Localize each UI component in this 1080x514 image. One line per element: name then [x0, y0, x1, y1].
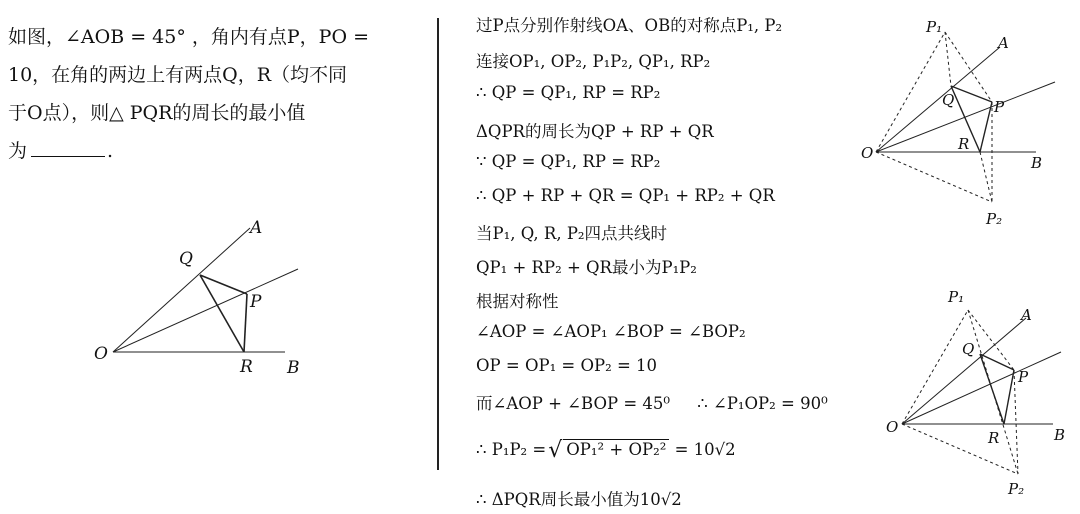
problem-line-4: [8, 132, 408, 170]
fig2-label-O: O: [886, 418, 899, 436]
segment-QP: [200, 275, 247, 294]
ray-OP: [113, 269, 298, 352]
fig2-label-P: P: [1018, 368, 1029, 386]
solution-line-12a: 而∠AOP + ∠BOP = 45⁰: [476, 394, 670, 413]
solution-line-12b: ∴ ∠P₁OP₂ = 90⁰: [697, 394, 828, 413]
fig2-label-P1: P₁: [948, 288, 965, 306]
fig1-label-P: P: [994, 98, 1005, 116]
solution-figure-2: [868, 282, 1078, 506]
label-Q: Q: [179, 249, 193, 269]
label-P: P: [250, 292, 262, 312]
label-B: B: [287, 358, 300, 378]
column-divider: [437, 18, 439, 470]
fig1-dash-RP2: [980, 152, 992, 202]
fig1-dash-OP1: [876, 32, 945, 152]
solution-line-10: ∠AOP = ∠AOP₁ ∠BOP = ∠BOP₂: [476, 322, 746, 341]
problem-line-4-suffix: .: [107, 140, 114, 162]
fig1-label-B: B: [1031, 154, 1043, 172]
solution-line-14: ∴ ΔPQR周长最小值为10√2: [476, 490, 682, 509]
solution-line-9: 根据对称性: [476, 292, 559, 311]
solution-line-8: QP₁ + RP₂ + QR最小为P₁P₂: [476, 258, 697, 277]
solution-line-1: 过P点分别作射线OA、OB的对称点P₁, P₂: [476, 16, 783, 35]
ray-OA: [113, 228, 250, 352]
fig2-label-P2: P₂: [1008, 480, 1025, 498]
solution-line-12: [476, 390, 828, 414]
problem-statement: [8, 18, 408, 170]
fig1-label-A: A: [998, 34, 1009, 52]
segment-QR: [200, 275, 244, 352]
label-O: O: [94, 344, 108, 364]
label-A: A: [250, 218, 263, 238]
problem-line-1: 如图，∠AOB = 45° ，角内有点P，PO =: [8, 26, 370, 48]
fig1-label-Q: Q: [942, 91, 955, 109]
fig1-label-O: O: [861, 144, 874, 162]
answer-blank: [31, 134, 105, 157]
fig2-label-Q: Q: [962, 340, 975, 358]
label-R: R: [240, 357, 253, 377]
problem-line-3: 于O点），则△ PQR的周长的最小值: [8, 102, 306, 124]
solution-figure-1: [858, 12, 1073, 234]
solution-line-11: OP = OP₁ = OP₂ = 10: [476, 356, 658, 375]
fig1-dash-OP2: [876, 152, 992, 202]
solution-line-4: ΔQPR的周长为QP + RP + QR: [476, 122, 714, 141]
fig1-label-P2: P₂: [986, 210, 1003, 228]
fig2-dash-P1P: [968, 310, 1014, 370]
sqrt-radicand: OP₁² + OP₂²: [563, 439, 669, 459]
fig1-label-R: R: [958, 135, 970, 153]
solution-line-2: 连接OP₁, OP₂, P₁P₂, QP₁, RP₂: [476, 52, 711, 71]
solution-line-7: 当P₁, Q, R, P₂四点共线时: [476, 224, 668, 243]
fig1-dash-P1Q: [945, 32, 951, 86]
problem-figure: [80, 205, 320, 390]
fig1-ray-OA: [876, 47, 1000, 152]
fig2-dash-OP1: [902, 310, 968, 424]
segment-PR: [244, 294, 247, 352]
solution-line-3: ∴ QP = QP₁, RP = RP₂: [476, 83, 661, 102]
solution-line-13: [476, 438, 736, 463]
problem-line-4-prefix: 为: [8, 140, 28, 162]
fig2-label-B: B: [1054, 426, 1066, 444]
problem-line-2: 10，在角的两边上有两点Q，R（均不同: [8, 64, 348, 86]
sqrt-sign: √: [548, 438, 563, 463]
fig1-label-P1: P₁: [926, 18, 943, 36]
solution-line-13-result: = 10√2: [674, 440, 736, 459]
fig2-label-R: R: [988, 429, 1000, 447]
solution-line-5: ∵ QP = QP₁, RP = RP₂: [476, 152, 661, 171]
solution-line-13-prefix: ∴ P₁P₂ =: [476, 440, 547, 459]
fig2-dash-OP2: [902, 424, 1018, 474]
fig2-segment-PR: [1004, 370, 1014, 424]
fig2-segment-QR: [980, 354, 1004, 424]
solution-line-6: ∴ QP + RP + QR = QP₁ + RP₂ + QR: [476, 186, 775, 205]
fig2-ray-OP: [902, 352, 1061, 424]
fig2-label-A: A: [1021, 306, 1032, 324]
